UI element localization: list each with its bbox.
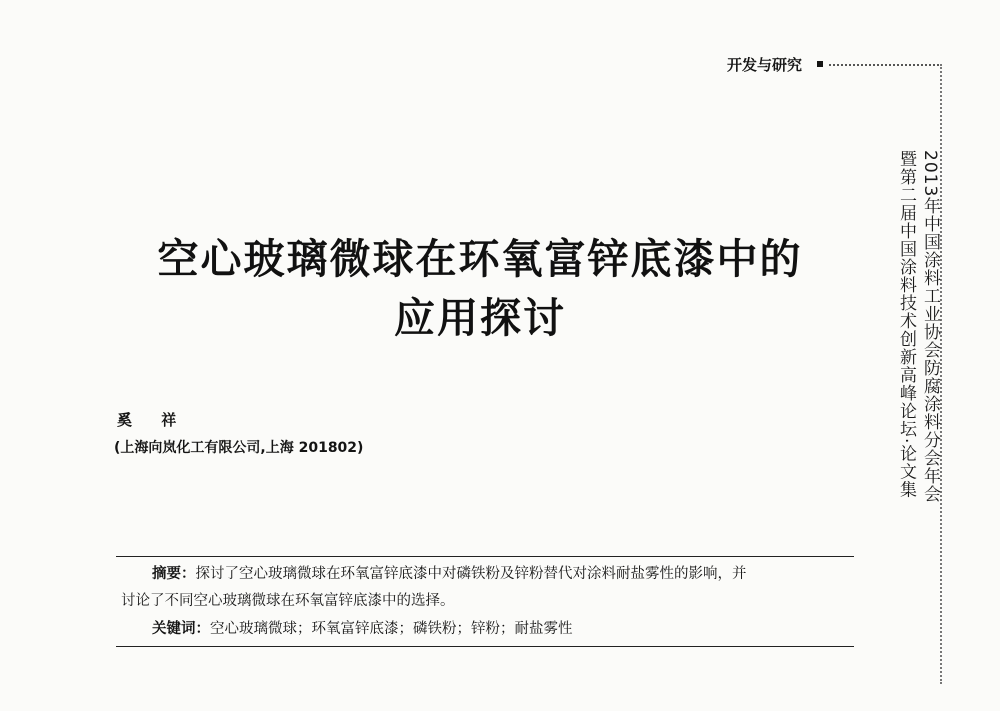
header-square-marker xyxy=(817,61,823,67)
abstract-line2 xyxy=(121,592,455,610)
abstract-line1 xyxy=(152,565,747,583)
abstract-top-rule xyxy=(116,556,854,557)
paper-title-line1: 空心玻璃微球在环氧富锌底漆中的 xyxy=(157,235,803,283)
abstract-label: 摘要： xyxy=(152,566,196,582)
paper-title-line2: 应用探讨 xyxy=(394,294,566,342)
header-dotted-rule xyxy=(829,64,939,66)
keywords-text: 空心玻璃微球；环氧富锌底漆；磷铁粉；锌粉；耐盐雾性 xyxy=(210,621,573,637)
author-affiliation: (上海向岚化工有限公司,上海 201802) xyxy=(114,440,364,456)
abstract-bottom-rule xyxy=(116,646,854,647)
keywords-line xyxy=(152,620,573,638)
proceedings-title-line2: 暨第二届中国涂料技术创新高峰论坛·论文集 xyxy=(896,150,916,499)
keywords-label: 关键词： xyxy=(152,621,210,637)
abstract-text-line1: 探讨了空心玻璃微球在环氧富锌底漆中对磷铁粉及锌粉替代对涂料耐盐雾性的影响，并 xyxy=(195,566,747,582)
section-label: 开发与研究 xyxy=(727,56,803,74)
author-name: 奚 祥 xyxy=(117,411,189,429)
abstract-text-line2: 讨论了不同空心玻璃微球在环氧富锌底漆中的选择。 xyxy=(121,593,455,609)
proceedings-title-line1: 2013年中国涂料工业协会防腐涂料分会年会 xyxy=(920,150,940,504)
right-edge-dotted-rule xyxy=(940,64,942,684)
